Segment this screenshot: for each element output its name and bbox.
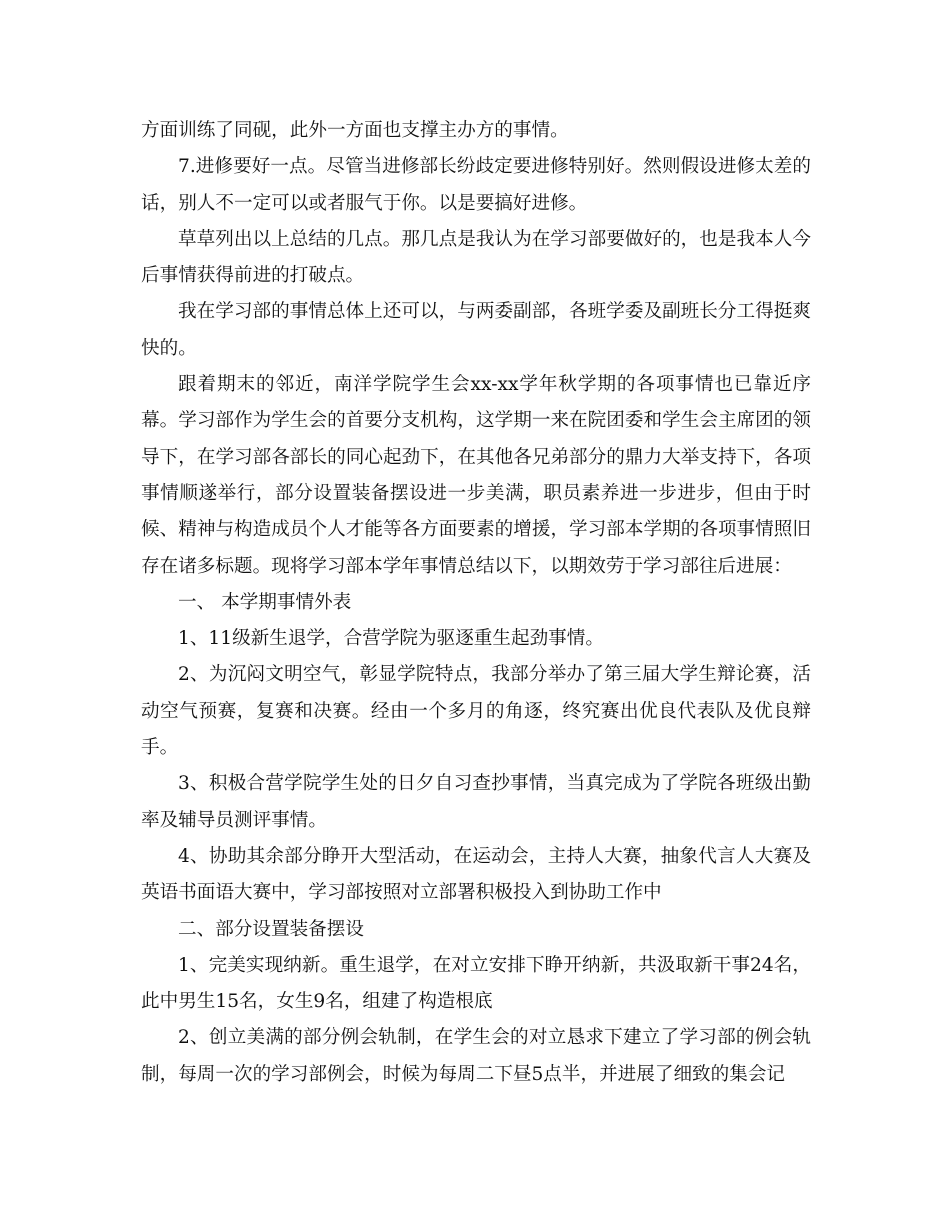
list-item-1-4: 4、协助其余部分睁开大型活动，在运动会，主持人大赛，抽象代言人大赛及英语书面语大赛中，学习部按照对立部署积极投入到协助工作中 (141, 845, 811, 904)
paragraph-summary-points: 草草列出以上总结的几点。那几点是我认为在学习部要做好的，也是我本人今后事情获得前进的打破点。 (141, 228, 811, 287)
paragraph-continued: 方面训练了同砚，此外一方面也支撑主办方的事情。 (141, 120, 569, 141)
list-item-1-2: 2、为沉闷文明空气，彰显学院特点，我部分举办了第三届大学生辩论赛，活动空气预赛，复赛和决赛。经由一个多月的角逐，终究赛出优良代表队及优良辩手。 (141, 664, 811, 759)
paragraph-introduction: 跟着期末的邻近，南洋学院学生会xx-xx学年秋学期的各项事情也已靠近序幕。学习部作为学生会的首要分支机构，这学期一来在院团委和学生会主席团的领导下，在学习部各部长的同心起劲下，在其他各兄弟部分的鼎力大举支持下，各项事情顺遂举行，部分设置装备摆设进一步美满，职员素养进一步进步，但由于时候、精神与构造成员个人才能等各方面要素的增援，学习部本学期的各项事情照旧存在诸多标题。现将学习部本学年事情总结以下，以期效劳于学习部往后进展： (141, 374, 811, 577)
list-item-1-1: 1、11级新生退学，合营学院为驱逐重生起劲事情。 (178, 628, 604, 650)
document-body (141, 113, 811, 1093)
paragraph-item-7: 7.进修要好一点。尽管当进修部长纷歧定要进修特别好。然则假设进修太差的话，别人不一定可以或者服气于你。以是要搞好进修。 (141, 156, 811, 214)
section-heading-1: 一、 本学期事情外表 (178, 591, 352, 613)
paragraph-work-overall: 我在学习部的事情总体上还可以，与两委副部，各班学委及副班长分工得挺爽快的。 (141, 301, 811, 359)
section-heading-2: 二、部分设置装备摆设 (178, 918, 364, 940)
list-item-2-2: 2、创立美满的部分例会轨制，在学生会的对立恳求下建立了学习部的例会轨制，每周一次的学习部例会，时候为每周二下昼5点半，并进展了细致的集会记 (141, 1027, 811, 1085)
list-item-2-1: 1、完美实现纳新。重生退学，在对立安排下睁开纳新，共汲取新干事24名，此中男生15名，女生9名，组建了构造根底 (141, 954, 811, 1013)
list-item-1-3: 3、积极合营学院学生处的日夕自习查抄事情，当真完成为了学院各班级出勤率及辅导员测评事情。 (141, 773, 811, 831)
